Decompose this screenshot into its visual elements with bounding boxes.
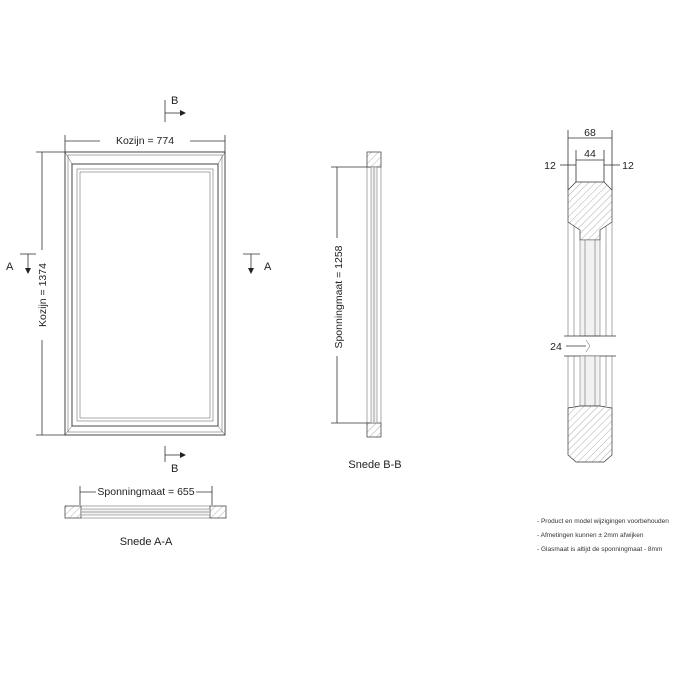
note-2: - Afmetingen kunnen ± 2mm afwijken bbox=[537, 532, 644, 539]
detail-left-offset: 12 bbox=[544, 160, 556, 172]
height-label: Kozijn = 1374 bbox=[37, 263, 49, 327]
note-1: - Product en model wijzigingen voorbehouden bbox=[537, 518, 669, 525]
section-marker-b-top: B bbox=[171, 95, 179, 107]
front-view bbox=[6, 95, 272, 475]
note-3: - Glasmaat is altijd de sponningmaat - 8mm bbox=[537, 546, 663, 553]
section-marker-a-right: A bbox=[264, 261, 272, 273]
notes bbox=[537, 518, 669, 553]
width-label: Kozijn = 774 bbox=[115, 135, 175, 147]
detail-gap: 24 bbox=[550, 341, 562, 353]
detail-inner-width: 44 bbox=[584, 148, 596, 160]
section-bb bbox=[331, 152, 402, 471]
detail-overall-width: 68 bbox=[584, 127, 596, 139]
bb-dimension-label: Sponningmaat = 1258 bbox=[333, 245, 345, 349]
section-marker-b-bottom: B bbox=[171, 463, 179, 475]
aa-caption: Snede A-A bbox=[119, 536, 173, 548]
frame-inner bbox=[72, 164, 218, 426]
profile-detail bbox=[544, 127, 634, 462]
bb-caption: Snede B-B bbox=[348, 459, 402, 471]
section-marker-a-left: A bbox=[6, 261, 14, 273]
section-aa bbox=[65, 485, 226, 548]
detail-right-offset: 12 bbox=[622, 160, 634, 172]
aa-dimension-label: Sponningmaat = 655 bbox=[97, 486, 195, 498]
